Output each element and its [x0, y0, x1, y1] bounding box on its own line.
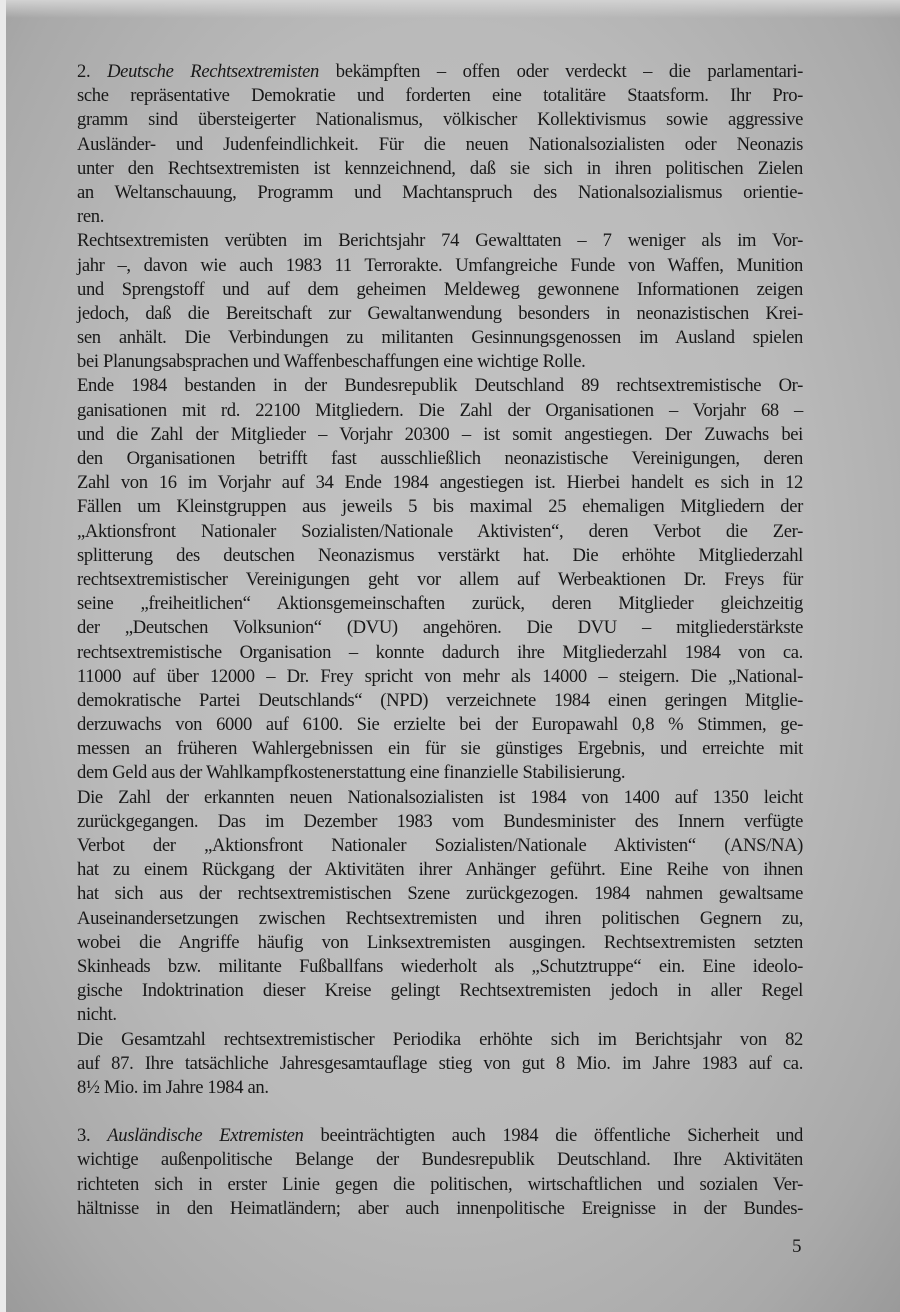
text-line: 11000 auf über 12000 – Dr. Frey spricht von mehr als 14000 – steigern. Die „National- [77, 665, 803, 687]
text-line: der „Deutschen Volksunion“ (DVU) angehören. Die DVU – mitgliederstärkste [77, 617, 803, 639]
paragraph [77, 84, 803, 229]
text-line: rechtsextremistischer Vereinigungen geht vor allem auf Werbeaktionen Dr. Freys für [77, 568, 803, 590]
text-line: unter den Rechtsextremisten ist kennzeichnend, daß sie sich in ihren politischen Zielen [77, 157, 803, 179]
text-line: Verbot der „Aktionsfront Nationaler Sozialisten/Nationale Aktivisten“ (ANS/NA) [77, 835, 803, 856]
paragraph [77, 374, 803, 785]
text-line: Fällen um Kleinstgruppen aus jeweils 5 bis maximal 25 ehemaligen Mitgliedern der [77, 496, 803, 518]
text-line: Auseinandersetzungen zwischen Rechtsextremisten und ihren politischen Gegnern zu, [77, 907, 803, 929]
text-line: Zahl von 16 im Vorjahr auf 34 Ende 1984 angestiegen ist. Hierbei handelt es sich in 12 [77, 472, 803, 494]
text-line: Skinheads bzw. militante Fußballfans wiederholt als „Schutztruppe“ ein. Eine ideolo- [77, 955, 803, 977]
text-line: richteten sich in erster Linie gegen die politischen, wirtschaftlichen und sozialen Ver- [77, 1173, 803, 1195]
text-line: hat sich aus der rechtsextremistischen Szene zurückgezogen. 1984 nahmen gewaltsame [77, 883, 803, 905]
section-title: Ausländische Extremisten [107, 1125, 304, 1147]
text-line: derzuwachs von 6000 auf 6100. Sie erzielte bei der Europawahl 0,8 % Stimmen, ge- [77, 714, 803, 736]
page-body [77, 60, 803, 1221]
text-line: splitterung des deutschen Neonazismus verstärkt hat. Die erhöhte Mitgliederzahl [77, 544, 803, 566]
paragraph-gap [77, 1100, 803, 1124]
text-line: ganisationen mit rd. 22100 Mitgliedern. Die Zahl der Organisationen – Vorjahr 68 – [77, 399, 803, 421]
text-line: wichtige außenpolitische Belange der Bundesrepublik Deutschland. Ihre Aktivitäten [77, 1149, 803, 1171]
paragraph [77, 786, 803, 1028]
text-line: nicht. [77, 1004, 117, 1026]
section-title: Deutsche Rechtsextremisten [107, 61, 319, 82]
section-3-first-line [77, 1124, 803, 1148]
paragraph [77, 229, 803, 374]
text-span: bekämpften – offen oder verdeckt – die parlamentari- [318, 61, 803, 82]
section-number: 3. [77, 1125, 91, 1147]
text-line: auf 87. Ihre tatsächliche Jahresgesamtauflage stieg von gut 8 Mio. im Jahre 1983 auf ca. [77, 1052, 803, 1074]
section-number: 2. [77, 61, 91, 82]
text-line: sen anhält. Die Verbindungen zu militanten Gesinnungsgenossen im Ausland spielen [77, 327, 803, 349]
text-line: sche repräsentative Demokratie und forderten eine totalitäre Staatsform. Ihr Pro- [77, 85, 803, 107]
text-line: ren. [77, 206, 104, 228]
paragraph [77, 1028, 803, 1101]
text-line: zurückgegangen. Das im Dezember 1983 vom Bundesminister des Innern verfügte [77, 810, 803, 832]
text-line: den Organisationen betrifft fast ausschließlich neonazistische Vereinigungen, deren [77, 448, 803, 469]
text-line: seine „freiheitlichen“ Aktionsgemeinschaften zurück, deren Mitglieder gleichzeitig [77, 593, 803, 615]
section-2-first-line [77, 60, 803, 84]
text-line: und Sprengstoff und auf dem geheimen Meldeweg gewonnene Informationen zeigen [77, 278, 803, 300]
text-line: jedoch, daß die Bereitschaft zur Gewaltanwendung besonders in neonazistischen Krei- [77, 302, 803, 324]
section-2 [77, 60, 803, 84]
text-line: hat zu einem Rückgang der Aktivitäten ihrer Anhänger geführt. Eine Reihe von ihnen [77, 859, 803, 881]
scan-edge-top [0, 0, 900, 18]
text-line: gische Indoktrination dieser Kreise gelingt Rechtsextremisten jedoch in aller Regel [77, 980, 803, 1002]
text-line: dem Geld aus der Wahlkampfkostenerstattung eine finanzielle Stabilisierung. [77, 762, 626, 784]
text-line: bei Planungsabsprachen und Waffenbeschaffungen eine wichtige Rolle. [77, 351, 586, 373]
text-line: rechtsextremistische Organisation – konnte dadurch ihre Mitgliederzahl 1984 von ca. [77, 641, 803, 663]
text-line: wobei die Angriffe häufig von Linksextremisten ausgingen. Rechtsextremisten setzten [77, 931, 803, 953]
text-span: beeinträchtigten auch 1984 die öffentliche Sicherheit und [303, 1125, 803, 1147]
text-line: hältnisse in den Heimatländern; aber auch innenpolitische Ereignisse in der Bundes- [77, 1197, 803, 1219]
text-line: 8½ Mio. im Jahre 1984 an. [77, 1076, 269, 1098]
text-line: demokratische Partei Deutschlands“ (NPD) verzeichnete 1984 einen geringen Mitglie- [77, 689, 803, 711]
text-line: gramm sind übersteigerter Nationalismus, völkischer Kollektivismus sowie aggressive [77, 109, 803, 131]
text-line: Rechtsextremisten verübten im Berichtsjahr 74 Gewalttaten – 7 weniger als im Vor- [77, 230, 803, 252]
text-line: jahr –, davon wie auch 1983 11 Terrorakte. Umfangreiche Funde von Waffen, Munition [77, 254, 803, 276]
text-line: Die Gesamtzahl rechtsextremistischer Periodika erhöhte sich im Berichtsjahr von 82 [77, 1028, 803, 1050]
scan-edge-left [0, 0, 6, 1312]
text-line: an Weltanschauung, Programm und Machtanspruch des Nationalsozialismus orientie- [77, 181, 803, 203]
text-line: messen an früheren Wahlergebnissen ein für sie günstiges Ergebnis, und erreichte mit [77, 738, 803, 760]
section-3 [77, 1124, 803, 1221]
text-line: Die Zahl der erkannten neuen Nationalsozialisten ist 1984 von 1400 auf 1350 leicht [77, 786, 803, 808]
text-line: Ende 1984 bestanden in der Bundesrepublik Deutschland 89 rechtsextremistische Or- [77, 375, 803, 397]
page-number: 5 [792, 1236, 802, 1257]
text-line: und die Zahl der Mitglieder – Vorjahr 20300 – ist somit angestiegen. Der Zuwachs bei [77, 423, 803, 445]
text-line: „Aktionsfront Nationaler Sozialisten/Nationale Aktivisten“, deren Verbot die Zer- [77, 520, 803, 542]
text-line: Ausländer- und Judenfeindlichkeit. Für die neuen Nationalsozialisten oder Neonazis [77, 133, 803, 155]
